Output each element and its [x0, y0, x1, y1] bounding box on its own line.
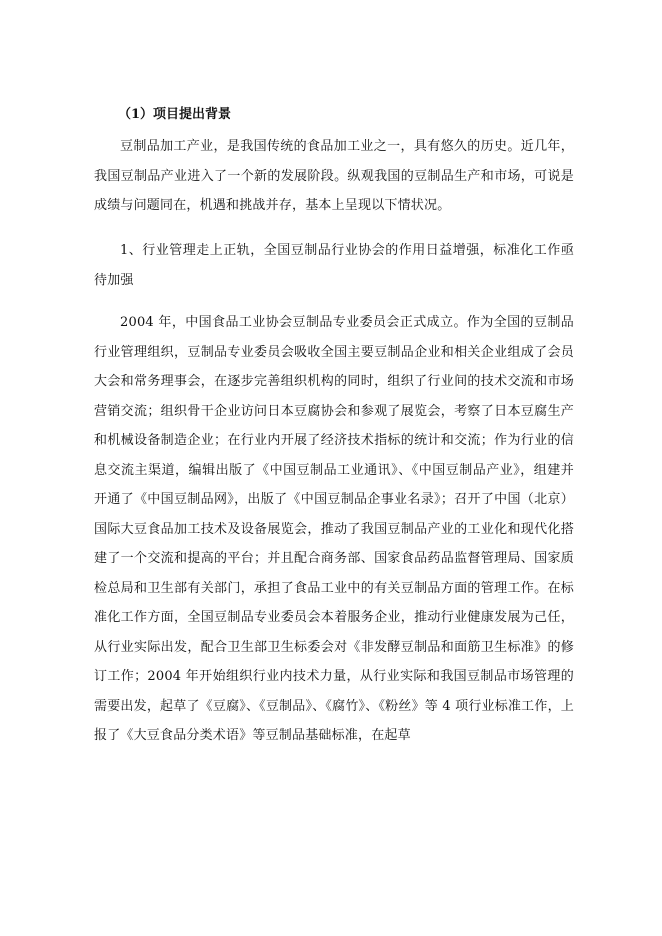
intro-paragraph: 豆制品加工产业，是我国传统的食品加工业之一，具有悠久的历史。近几年，我国豆制品产业进入了一个新的发展阶段。纵观我国的豆制品生产和市场，可说是成绩与问题同在，机遇和挑战并存，基本上呈现以下情状况。 — [94, 139, 574, 213]
body-paragraph: 2004 年，中国食品工业协会豆制品专业委员会正式成立。作为全国的豆制品行业管理组织，豆制品专业委员会吸收全国主要豆制品企业和相关企业组成了会员大会和常务理事会，在逐步完善组织机构的同时，组织了行业间的技术交流和市场营销交流；组织骨干企业访问日本豆腐协会和参观了展览会，考察了日本豆腐生产和机械设备制造企业；在行业内开展了经济技术指标的统计和交流；作为行业的信息交流主渠道，编辑出版了《中国豆制品工业通讯》、《中国豆制品产业》，组建并开通了《中国豆制品网》，出版了《中国豆制品企事业名录》；召开了中国（北京）国际大豆食品加工技术及设备展览会，推动了我国豆制品产业的工业化和现代化搭建了一个交流和提高的平台；并且配合商务部、国家食品药品监督管理局、国家质检总局和卫生部有关部门，承担了食品工业中的有关豆制品方面的管理工作。在标准化工作方面，全国豆制品专业委员会本着服务企业，推动行业健康发展为己任，从行业实际出发，配合卫生部卫生标委会对《非发酵豆制品和面筋卫生标准》的修订工作；2004 年开始组织行业内技术力量，从行业实际和我国豆制品市场管理的需要出发，起草了《豆腐》、《豆制品》、《腐竹》、《粉丝》等 4 项行业标准工作，上报了《大豆食品分类术语》等豆制品基础标准，在起草 — [94, 315, 574, 743]
item1-block — [94, 236, 574, 295]
item1-paragraph: 1、行业管理走上正轨，全国豆制品行业协会的作用日益增强，标准化工作亟待加强 — [94, 243, 574, 288]
section-heading: （1）项目提出背景 — [118, 107, 232, 122]
intro-block — [94, 132, 574, 221]
body-block — [94, 308, 574, 751]
